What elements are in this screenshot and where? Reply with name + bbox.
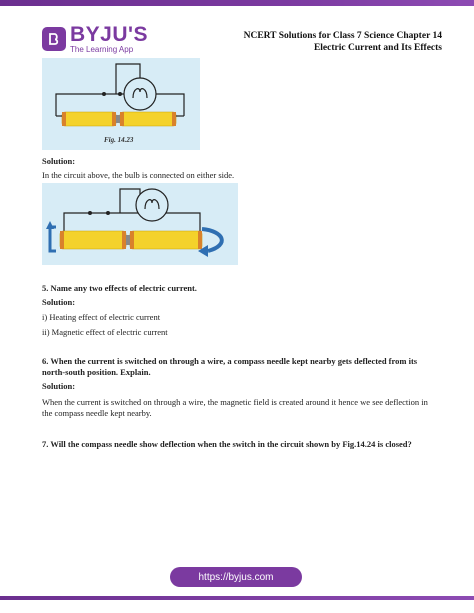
solution-5-label: Solution:: [42, 297, 76, 307]
solution-4-text: In the circuit above, the bulb is connected on either side.: [42, 170, 235, 180]
figure-solution-circuit: [42, 183, 238, 265]
chapter-title-line2: Electric Current and Its Effects: [313, 43, 442, 53]
byjus-logo: [42, 24, 148, 54]
logo-tagline: The Learning App: [70, 45, 134, 54]
solution-4-label: Solution:: [42, 156, 76, 166]
question-5: 5. Name any two effects of electric current.: [42, 283, 197, 293]
solution-6-label: Solution:: [42, 381, 76, 391]
figure-circuit-14-23: [42, 58, 200, 150]
answer-5-magnetic: ii) Magnetic effect of electric current: [42, 327, 168, 337]
logo-brand-text: BYJU'S: [70, 23, 149, 46]
chapter-title-line1: NCERT Solutions for Class 7 Science Chapter 14: [243, 31, 442, 41]
answer-6-text: When the current is switched on through a wire, the magnetic field is created around it hence we see deflection in the compass needle kept nearby.: [42, 397, 428, 418]
question-6: 6. When the current is switched on through a wire, a compass needle kept nearby gets deflected from its north-south position. Explain.: [42, 356, 418, 377]
website-link[interactable]: https://byjus.com: [170, 567, 302, 587]
bottom-accent-bar: [0, 596, 474, 600]
byjus-logo-icon: [42, 27, 66, 51]
figure-caption: Fig. 14.23: [104, 136, 134, 144]
question-7: 7. Will the compass needle show deflection when the switch in the circuit shown by Fig.14.24 is closed?: [42, 439, 412, 449]
answer-5-heating: i) Heating effect of electric current: [42, 312, 161, 322]
top-accent-bar: [0, 0, 474, 6]
chapter-title: [244, 30, 442, 54]
